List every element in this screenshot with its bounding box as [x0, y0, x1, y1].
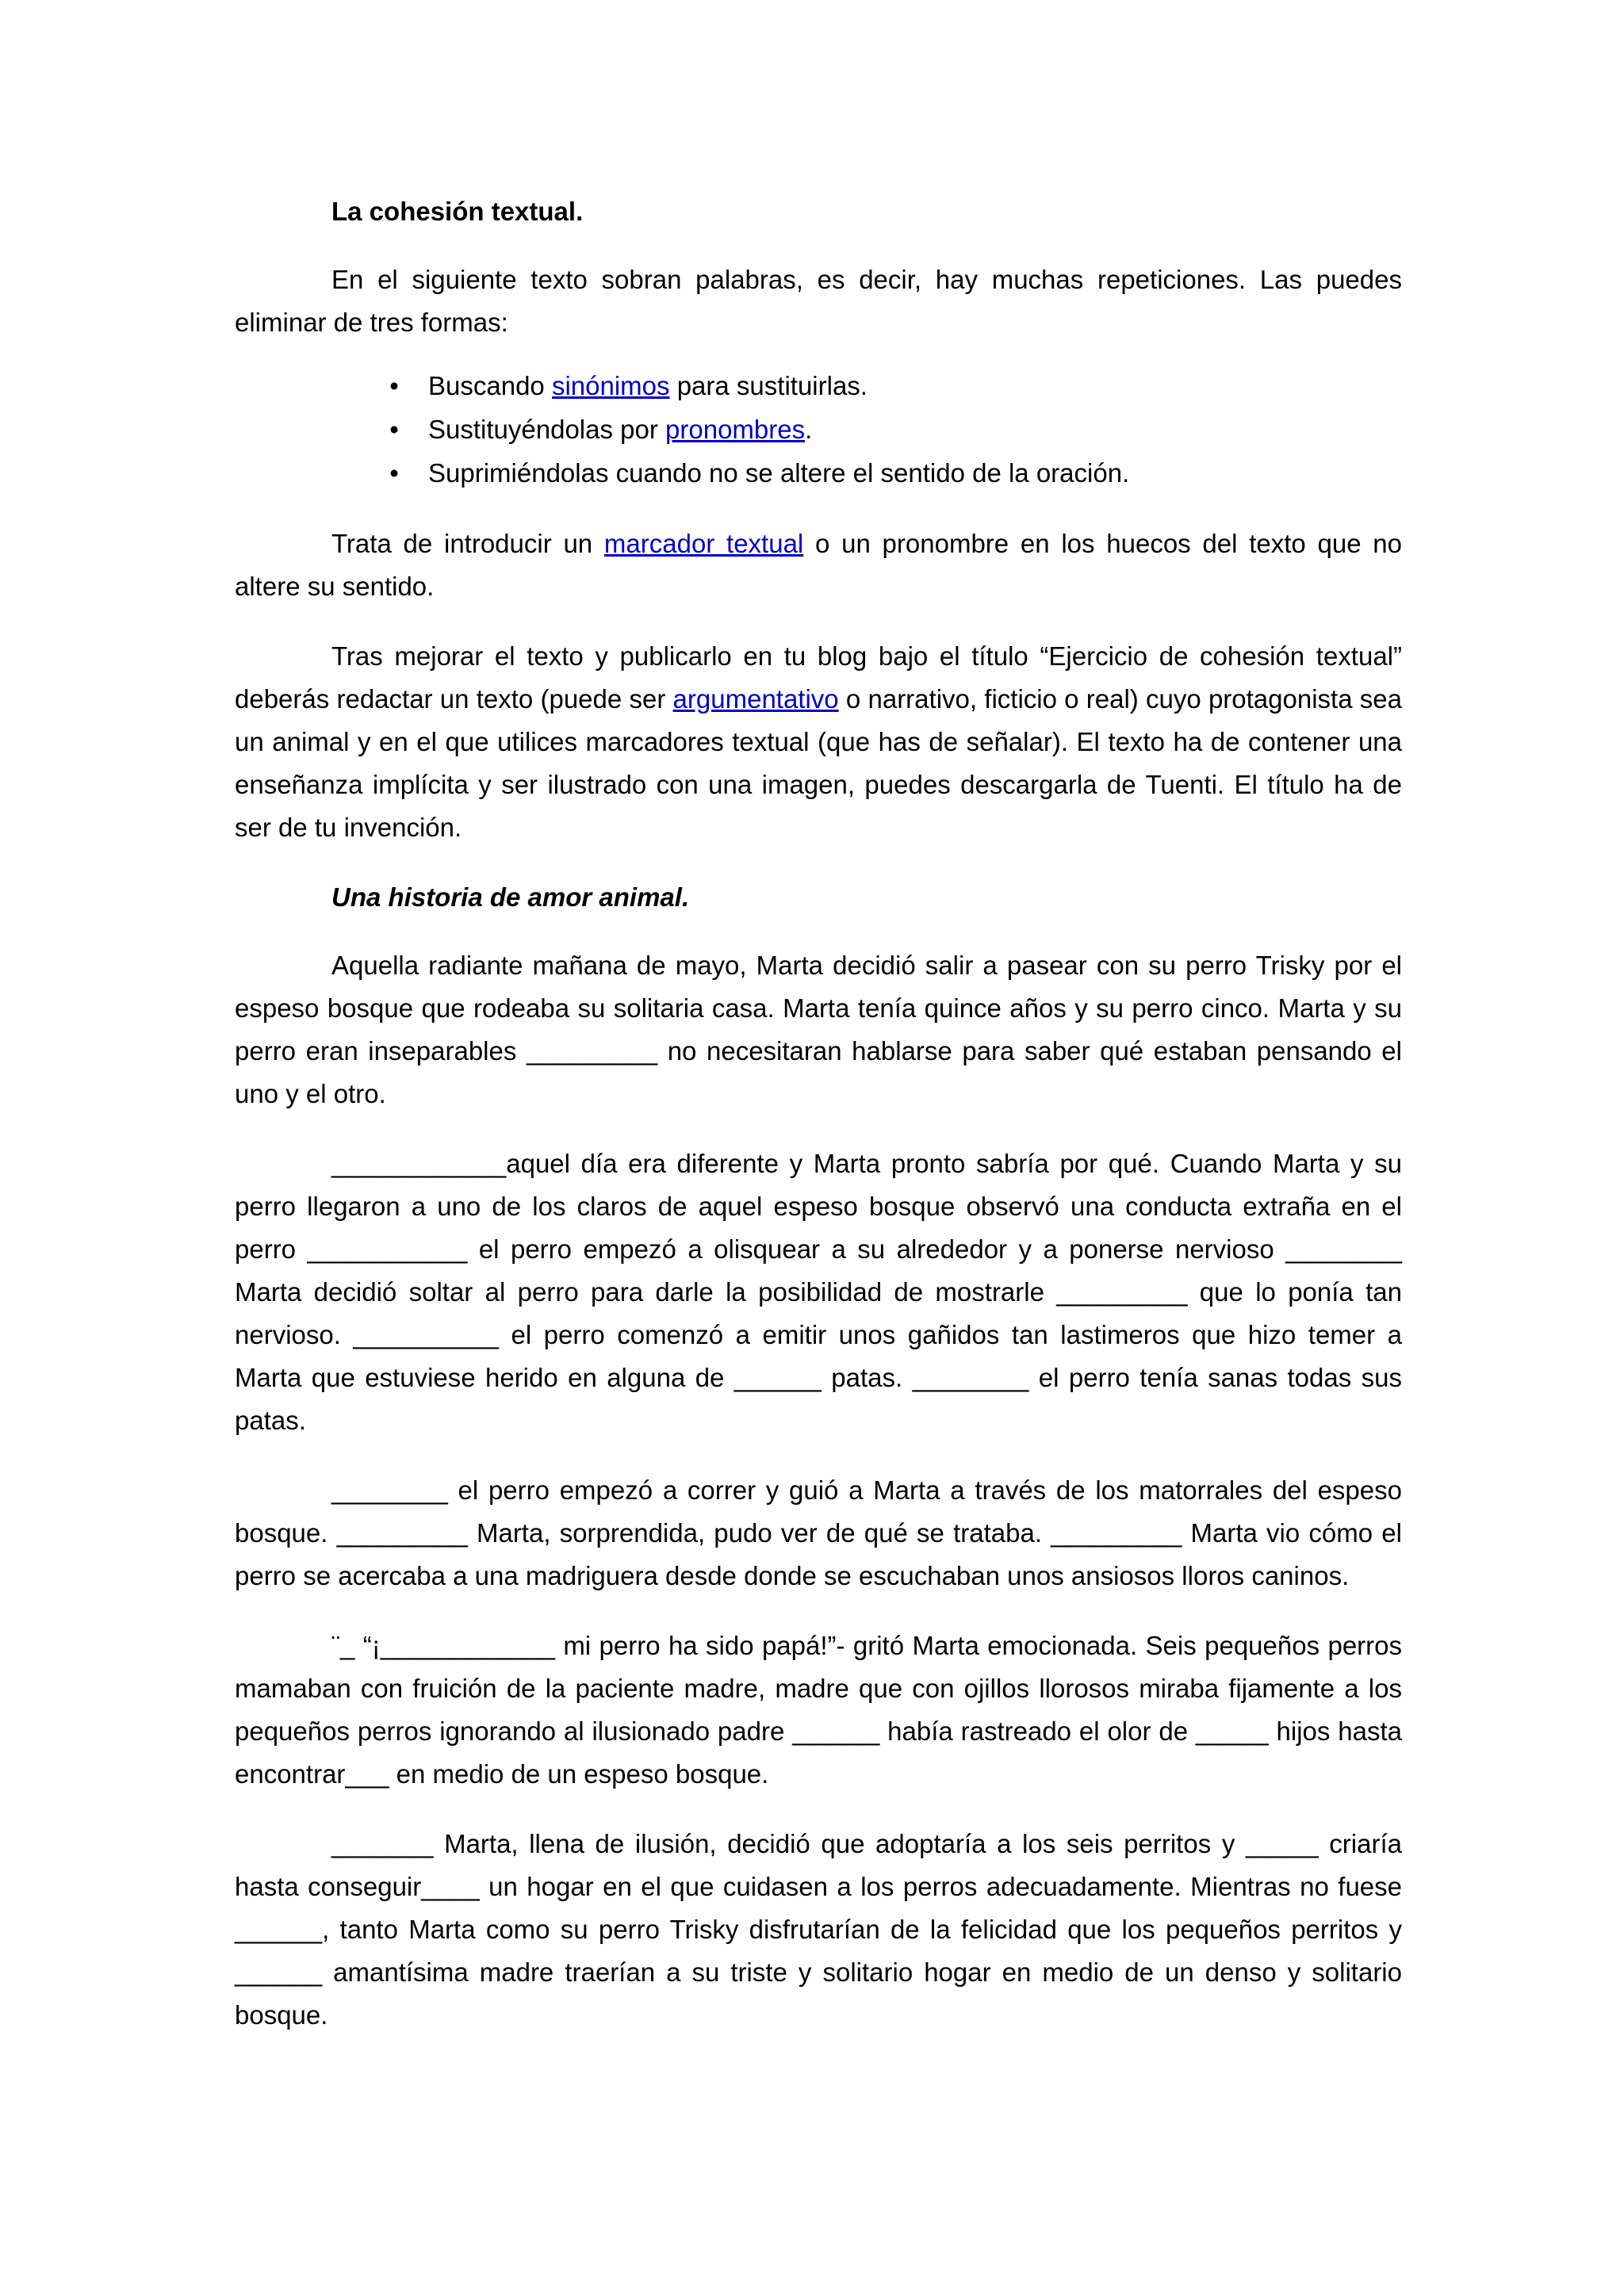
- link-sinonimos[interactable]: sinónimos: [551, 371, 670, 400]
- bullet-item-synonyms: [235, 365, 1402, 408]
- link-pronombres[interactable]: pronombres: [665, 415, 806, 444]
- intro-paragraph: En el siguiente texto sobran palabras, es decir, hay muchas repeticiones. Las puedes eliminar de tres formas:: [235, 265, 1402, 337]
- document-title: La cohesión textual.: [331, 197, 584, 226]
- story-paragraph-5: _______ Marta, llena de ilusión, decidió que adoptaría a los seis perritos y _____ criaría hasta conseguir____ un hogar en el que cuidasen a los perros adecuadamente. Mientras no fuese ______, tanto Marta como su perro Trisky disfrutarían de la felicidad que los pequeños perritos y ______ amantísima madre traerían a su triste y solitario hogar en medio de un denso y solitario bosque.: [235, 1829, 1402, 2030]
- bullet-icon: •: [389, 371, 399, 400]
- bullet-item-suppress: [235, 452, 1402, 496]
- bullet-text-before: Buscando: [428, 371, 552, 400]
- story-title: Una historia de amor animal.: [331, 882, 690, 912]
- link-marcador-textual[interactable]: marcador textual: [603, 529, 804, 558]
- bullet-icon: •: [389, 458, 399, 488]
- story-paragraph-3: ________ el perro empezó a correr y guió a Marta a través de los matorrales del espeso bosque. _________ Marta, sorprendida, pudo ver de qué se trataba. _________ Marta vio cómo el perro se acercaba a una madriguera desde donde se escuchaban unos ansiosos lloros caninos.: [235, 1475, 1402, 1590]
- instruction-1-after: o un pronombre en los huecos del texto que no altere su sentido.: [235, 529, 1402, 601]
- story-paragraph-2: ____________aquel día era diferente y Marta pronto sabría por qué. Cuando Marta y su perro llegaron a uno de los claros de aquel espeso bosque observó una conducta extraña en el perro ___________ el perro empezó a olisquear a su alrededor y a ponerse nervioso ________ Marta decidió soltar al perro para darle la posibilidad de mostrarle _________ que lo ponía tan nervioso. __________ el perro comenzó a emitir unos gañidos tan lastimeros que hizo temer a Marta que estuviese herido en alguna de ______ patas. ________ el perro tenía sanas todas sus patas.: [235, 1149, 1402, 1435]
- bullet-icon: •: [389, 415, 399, 444]
- bullet-text-before: Suprimiéndolas cuando no se altere el sentido de la oración.: [428, 458, 1130, 488]
- bullet-text-after: para sustituirlas.: [669, 371, 868, 400]
- instruction-paragraph-2: [235, 635, 1402, 849]
- bullet-item-pronouns: [235, 408, 1402, 452]
- instruction-1-before: Trata de introducir un: [331, 529, 604, 558]
- link-argumentativo[interactable]: argumentativo: [672, 684, 839, 714]
- bullet-text-before: Sustituyéndolas por: [428, 415, 666, 444]
- instruction-2-after: o narrativo, ficticio o real) cuyo protagonista sea un animal y en el que utilices marcadores textual (que has de señalar). El texto ha de contener una enseñanza implícita y ser ilustrado con una imagen, puedes descargarla de Tuenti. El título ha de ser de tu invención.: [235, 684, 1403, 842]
- document-page: [235, 190, 1402, 2064]
- bullet-text-after: .: [805, 415, 813, 444]
- instruction-2-before: Tras mejorar el texto y publicarlo en tu blog bajo el título “Ejercicio de cohesión textual” deberás redactar un texto (puede ser: [235, 641, 1402, 714]
- bullet-list: [235, 365, 1402, 496]
- story-paragraph-1: Aquella radiante mañana de mayo, Marta decidió salir a pasear con su perro Trisky por el espeso bosque que rodeaba su solitaria casa. Marta tenía quince años y su perro cinco. Marta y su perro eran inseparables _________ no necesitaran hablarse para saber qué estaban pensando el uno y el otro.: [235, 951, 1402, 1108]
- instruction-paragraph-1: [235, 522, 1402, 608]
- story-paragraph-4: ¨_ “¡____________ mi perro ha sido papá!”- gritó Marta emocionada. Seis pequeños perros mamaban con fruición de la paciente madre, madre que con ojillos llorosos miraba fijamente a los pequeños perros ignorando al ilusionado padre ______ había rastreado el olor de _____ hijos hasta encontrar___ en medio de un espeso bosque.: [235, 1631, 1402, 1789]
